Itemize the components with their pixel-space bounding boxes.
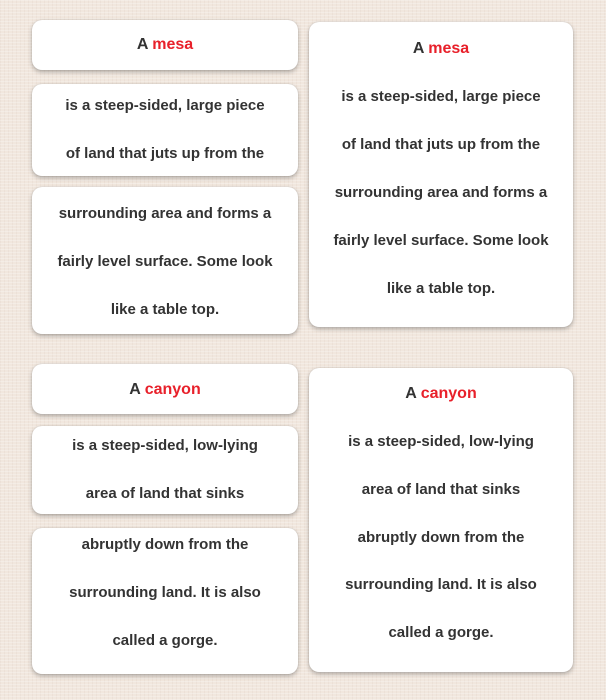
article: A — [136, 36, 148, 53]
mesa-definition-card-1[interactable] — [32, 84, 298, 176]
card-title — [309, 40, 573, 58]
term-canyon: canyon — [144, 381, 201, 398]
term-mesa: mesa — [428, 40, 470, 57]
definition-line: fairly level surface. Some look — [333, 232, 549, 249]
article: A — [129, 381, 141, 398]
mesa-control-card[interactable] — [309, 22, 573, 327]
mesa-definition-card-2[interactable] — [32, 187, 298, 334]
canyon-definition-card-2[interactable] — [32, 528, 298, 674]
article: A — [405, 385, 417, 402]
definition-line: fairly level surface. Some look — [57, 253, 273, 270]
card-title — [309, 385, 573, 403]
definition-line: surrounding land. It is also — [69, 584, 261, 601]
definition-line: called a gorge. — [112, 632, 218, 649]
definition-line: surrounding land. It is also — [345, 576, 537, 593]
definition-line: is a steep-sided, large piece — [65, 97, 265, 114]
definition-line: surrounding area and forms a — [334, 184, 548, 201]
definition-line: is a steep-sided, large piece — [341, 88, 541, 105]
term-mesa: mesa — [152, 36, 194, 53]
canyon-title-card[interactable] — [32, 364, 298, 414]
card-title — [32, 36, 298, 54]
article: A — [412, 40, 424, 57]
definition-line: like a table top. — [386, 280, 496, 297]
definition-line: abruptly down from the — [357, 529, 525, 546]
definition-line: abruptly down from the — [81, 536, 249, 553]
definition-line: of land that juts up from the — [341, 136, 541, 153]
definition-line: is a steep-sided, low-lying — [348, 433, 534, 450]
definition-line: like a table top. — [110, 301, 220, 318]
definition-line: area of land that sinks — [85, 485, 245, 502]
canyon-control-card[interactable] — [309, 368, 573, 672]
card-title — [32, 381, 298, 399]
canyon-definition-card-1[interactable] — [32, 426, 298, 514]
definition-line: is a steep-sided, low-lying — [72, 437, 258, 454]
definition-line: area of land that sinks — [361, 481, 521, 498]
definition-line: called a gorge. — [388, 624, 494, 641]
mesa-title-card[interactable] — [32, 20, 298, 70]
term-canyon: canyon — [420, 385, 477, 402]
definition-line: of land that juts up from the — [65, 145, 265, 162]
definition-line: surrounding area and forms a — [58, 205, 272, 222]
